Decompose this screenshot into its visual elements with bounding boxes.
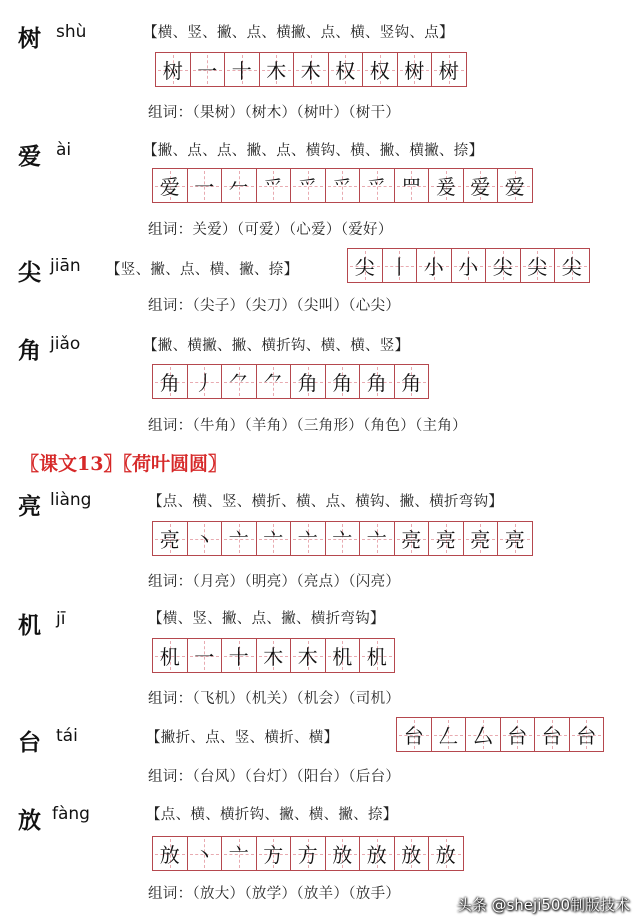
grid-cell [452,249,487,282]
stroke-grid [152,638,395,673]
grid-cell [360,837,395,870]
grid-cell-char: 丿 [194,371,215,395]
grid-cell [222,169,257,202]
grid-cell-char: 十 [231,59,252,83]
grid-cell [260,53,295,86]
grid-cell-char: 爱 [504,175,525,199]
grid-cell [188,522,223,555]
grid-cell-char: 罒 [401,175,422,199]
grid-cell [257,169,292,202]
grid-cell [466,718,501,751]
grid-cell-char: 方 [263,843,284,867]
entry-pinyin: ài [56,140,72,160]
entry-char: 角 [18,337,41,364]
grid-cell-char: 机 [366,645,387,669]
grid-cell-char: 十 [228,645,249,669]
grid-cell-char: 木 [297,645,318,669]
entry-char: 机 [18,612,41,639]
grid-cell [326,365,361,398]
watermark: 头条 @sheji500制版技术 [456,896,630,914]
grid-cell-char: 亮 [504,528,525,552]
grid-cell-char: 尖 [354,255,375,279]
grid-cell-char: 角 [159,371,180,395]
grid-cell-char: 𠂉 [228,175,249,199]
grid-cell [498,169,532,202]
grid-cell-char: 台 [541,724,562,748]
grid-cell-char: 台 [576,724,597,748]
grid-cell-char: 亮 [159,528,180,552]
word-list: 组词：（尖子）（尖刀）（尖叫）（心尖） [148,298,401,314]
grid-cell-char: 角 [366,371,387,395]
entry-pinyin: liàng [50,490,92,510]
grid-cell [348,249,383,282]
grid-cell-char: 爰 [435,175,456,199]
grid-cell-char: 木 [266,59,287,83]
entry-char: 树 [18,25,41,52]
grid-cell [153,169,188,202]
grid-cell-char: 亠 [263,528,284,552]
grid-cell-char: 放 [159,843,180,867]
word-list: 组词：（月亮）（明亮）（亮点）（闪亮） [148,574,401,590]
stroke-order: 【撇、横撇、撇、横折钩、横、横、竖】 [143,338,410,354]
grid-cell [188,837,223,870]
grid-cell [326,837,361,870]
grid-cell [360,169,395,202]
grid-cell [326,522,361,555]
grid-cell-char: 方 [297,843,318,867]
grid-cell [222,837,257,870]
grid-cell [291,522,326,555]
grid-cell-char: 小 [423,255,444,279]
word-list: 组词：关爱）（可爱）（心爱）（爱好） [148,222,393,238]
grid-cell-char: 角 [332,371,353,395]
stroke-grid [152,521,533,556]
grid-cell [429,837,463,870]
grid-cell [153,639,188,672]
grid-cell-char: 树 [404,59,425,83]
grid-cell [222,522,257,555]
grid-cell-char: 一 [194,645,215,669]
grid-cell [191,53,226,86]
grid-cell [395,169,430,202]
grid-cell [535,718,570,751]
grid-cell [291,365,326,398]
grid-cell [326,169,361,202]
grid-cell [291,837,326,870]
grid-cell [383,249,418,282]
grid-cell-char: 角 [297,371,318,395]
grid-cell [363,53,398,86]
grid-cell-char: 丨 [389,255,410,279]
grid-cell-char: 一 [194,175,215,199]
grid-cell [257,365,292,398]
grid-cell [360,365,395,398]
grid-cell-char: 爫 [297,175,318,199]
grid-cell [225,53,260,86]
grid-cell-char: 树 [438,59,459,83]
grid-cell [153,522,188,555]
lesson-title: 〖课文13〗〖荷叶圆圆〗 [20,453,227,475]
grid-cell [257,837,292,870]
grid-cell [395,522,430,555]
grid-cell [329,53,364,86]
grid-cell-char: 尖 [492,255,513,279]
stroke-grid [347,248,590,283]
word-list: 组词：（果树）（树木）（树叶）（树干） [148,105,401,121]
grid-cell [291,639,326,672]
grid-cell [257,522,292,555]
word-list: 组词：（放大）（放学）（放羊）（放手） [148,886,401,902]
entry-char: 台 [18,729,41,756]
grid-cell-char: 亠 [332,528,353,552]
grid-cell-char: 台 [403,724,424,748]
grid-cell [555,249,589,282]
grid-cell-char: ⺈ [263,371,284,395]
grid-cell [570,718,604,751]
grid-cell-char: 台 [507,724,528,748]
grid-cell [501,718,536,751]
stroke-order: 【点、横、横折钩、撇、横、撇、捺】 [146,807,398,823]
entry-pinyin: jiān [50,256,81,276]
grid-cell [464,169,499,202]
grid-cell-char: 丶 [194,528,215,552]
grid-cell-char: 亮 [470,528,491,552]
grid-cell-char: 小 [458,255,479,279]
grid-cell-char: 木 [263,645,284,669]
stroke-order: 【横、竖、撇、点、横撇、点、横、竖钩、点】 [143,25,454,41]
grid-cell-char: 尖 [561,255,582,279]
entry-pinyin: tái [56,726,78,746]
grid-cell [395,365,429,398]
grid-cell [360,639,394,672]
grid-cell [498,522,532,555]
grid-cell [397,718,432,751]
stroke-grid [155,52,467,87]
grid-cell-char: 角 [401,371,422,395]
grid-cell [153,365,188,398]
grid-cell [257,639,292,672]
grid-cell [326,639,361,672]
grid-cell [429,169,464,202]
grid-cell-char: ⺈ [228,371,249,395]
grid-cell [188,169,223,202]
grid-cell-char: 厶 [472,724,493,748]
entry-char: 爱 [18,143,41,170]
grid-cell-char: 亠 [366,528,387,552]
grid-cell [417,249,452,282]
stroke-order: 【撇、点、点、撇、点、横钩、横、撇、横撇、捺】 [143,143,484,159]
grid-cell [432,53,466,86]
entry-pinyin: jiǎo [50,334,81,354]
grid-cell [429,522,464,555]
grid-cell [360,522,395,555]
entry-char: 亮 [18,493,41,520]
stroke-order: 【撇折、点、竖、横折、横】 [146,730,339,746]
grid-cell-char: 爫 [263,175,284,199]
entry-char: 放 [18,807,41,834]
stroke-grid [396,717,604,752]
grid-cell-char: 树 [162,59,183,83]
grid-cell-char: 权 [335,59,356,83]
grid-cell-char: 爱 [470,175,491,199]
grid-cell-char: 放 [401,843,422,867]
grid-cell-char: 爫 [332,175,353,199]
grid-cell [432,718,467,751]
grid-cell-char: 爱 [159,175,180,199]
grid-cell [153,837,188,870]
word-list: 组词：（飞机）（机关）（机会）（司机） [148,691,401,707]
grid-cell-char: 权 [369,59,390,83]
stroke-order: 【竖、撇、点、横、撇、捺】 [106,262,299,278]
grid-cell [395,837,430,870]
grid-cell [486,249,521,282]
grid-cell [222,639,257,672]
entry-char: 尖 [18,259,41,286]
word-list: 组词：（台风）（台灯）（阳台）（后台） [148,769,401,785]
grid-cell-char: 木 [300,59,321,83]
stroke-grid [152,364,429,399]
grid-cell-char: 尖 [527,255,548,279]
grid-cell [294,53,329,86]
grid-cell-char: 放 [332,843,353,867]
grid-cell [188,639,223,672]
grid-cell-char: 爫 [366,175,387,199]
grid-cell-char: 亠 [228,843,249,867]
entry-pinyin: shù [56,22,87,42]
entry-pinyin: jī [56,609,66,629]
grid-cell-char: 机 [332,645,353,669]
grid-cell-char: 一 [197,59,218,83]
grid-cell [222,365,257,398]
grid-cell [398,53,433,86]
grid-cell-char: 机 [159,645,180,669]
grid-cell-char: 亠 [297,528,318,552]
stroke-grid [152,168,533,203]
grid-cell [188,365,223,398]
grid-cell-char: 亠 [228,528,249,552]
grid-cell-char: 丶 [194,843,215,867]
grid-cell-char: 亮 [401,528,422,552]
grid-cell-char: 放 [435,843,456,867]
stroke-order: 【横、竖、撇、点、撇、横折弯钩】 [148,611,385,627]
entry-pinyin: fàng [52,804,90,824]
grid-cell [291,169,326,202]
word-list: 组词：（牛角）（羊角）（三角形）（角色）（主角） [148,418,467,434]
stroke-grid [152,836,464,871]
grid-cell [156,53,191,86]
grid-cell [521,249,556,282]
grid-cell-char: 𠃋 [438,724,459,748]
grid-cell [464,522,499,555]
stroke-order: 【点、横、竖、横折、横、点、横钩、撇、横折弯钩】 [148,494,504,510]
grid-cell-char: 亮 [435,528,456,552]
grid-cell-char: 放 [366,843,387,867]
